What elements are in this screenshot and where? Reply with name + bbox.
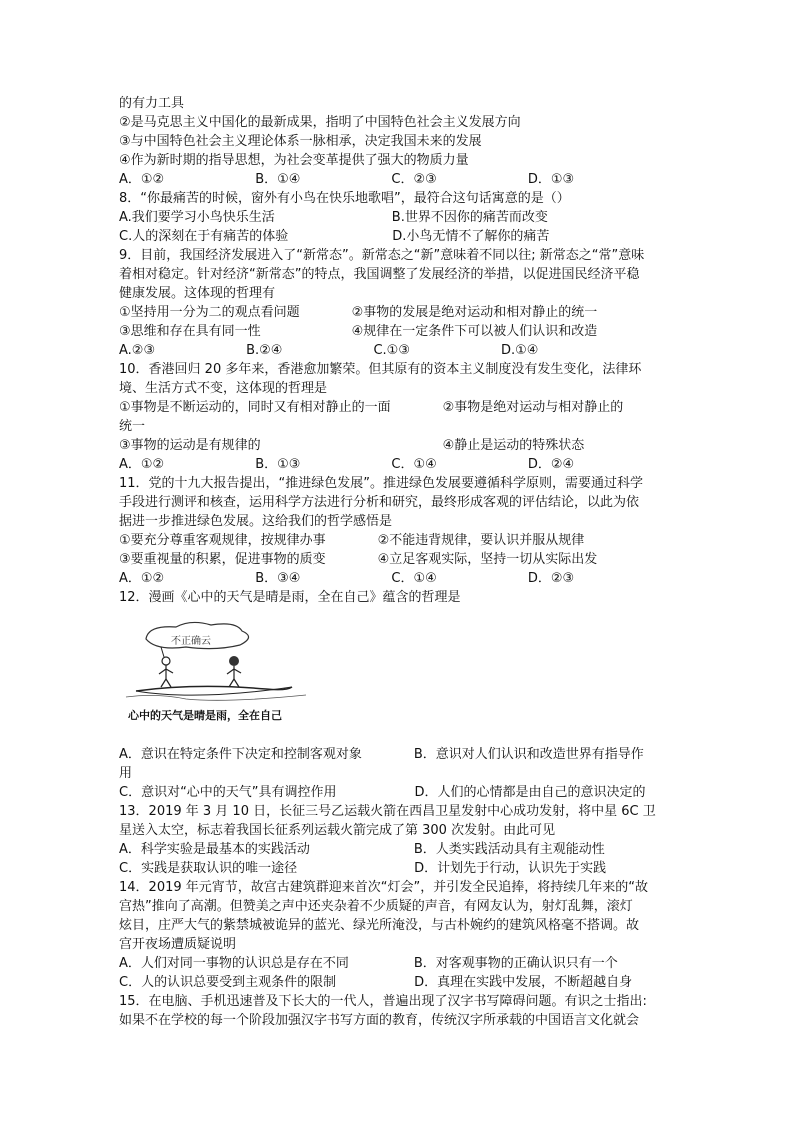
text-line: 手段进行测评和核查，运用科学方法进行分析和研究，最终形成客观的评估结论，以此为依 — [119, 495, 640, 510]
text-line: 星送入太空，标志着我国长征系列运载火箭完成了第 300 次发射。由此可见 — [119, 823, 556, 838]
text-line: ①坚持用一分为二的观点看问题 ②事物的发展是绝对运动和相对静止的统一 — [119, 305, 598, 320]
text-line: 着相对稳定。针对经济“新常态”的特点，我国调整了发展经济的举措，以促进国民经济平稳 — [119, 267, 640, 282]
text-line: 炫目，庄严大气的紫禁城被诡异的蓝光、绿光所淹没，与古朴婉约的建筑风格毫不搭调。故 — [119, 918, 640, 933]
question-13: 13．2019 年 3 月 10 日，长征三号乙运载火箭在西昌卫星发射中心成功发射，将中星 6C 卫 — [119, 804, 656, 819]
answer-options: A．意识在特定条件下决定和控制客观对象 B．意识对人们认识和改造世界有指导作 — [119, 747, 644, 762]
answer-options: C．意识对“心中的天气”具有调控作用 D．人们的心情都是由自己的意识决定的 — [119, 785, 646, 800]
question-11: 11．党的十九大报告提出，“推进绿色发展”。推进绿色发展要遵循科学原则，需要通过科学 — [119, 476, 644, 491]
answer-options: A．人们对同一事物的认识总是存在不同 B．对客观事物的正确认识只有一个 — [119, 956, 618, 971]
answer-options: A.②③ B.②④ C.①③ D.①④ — [119, 343, 539, 358]
text-line: ③思维和存在具有同一性 ④规律在一定条件下可以被人们认识和改造 — [119, 324, 598, 339]
text-line: ②是马克思主义中国化的最新成果，指明了中国特色社会主义发展方向 — [119, 115, 521, 130]
question-15: 15．在电脑、手机迅速普及下长大的一代人，普遍出现了汉字书写障碍问题。有识之士指出: — [119, 994, 647, 1009]
cartoon-drawing — [116, 617, 316, 707]
answer-options: C．人的认识总要受到主观条件的限制 D．真理在实践中发展，不断超越自身 — [119, 975, 633, 990]
cartoon-caption: 心中的天气是晴是雨，全在自己 — [128, 709, 282, 722]
answer-options: C.人的深刻在于有痛苦的体验 D.小鸟无情不了解你的痛苦 — [119, 229, 550, 244]
text-line: 境、生活方式不变，这体现的哲理是 — [119, 381, 328, 396]
answer-options: A．科学实验是最基本的实践活动 B．人类实践活动具有主观能动性 — [119, 842, 605, 857]
text-line: 健康发展。这体现的哲理有 — [119, 286, 276, 301]
text-line: ③事物的运动是有规律的 ④静止是运动的特殊状态 — [119, 438, 585, 453]
text-line: 宫热”推向了高潮。但赞美之声中还夹杂着不少质疑的声音，有网友认为，射灯乱舞，滚灯 — [119, 899, 633, 914]
text-line: 用 — [119, 766, 133, 781]
text-line: 据进一步推进绿色发展。这给我们的哲学感悟是 — [119, 514, 393, 529]
text-line: 如果不在学校的每一个阶段加强汉字书写方面的教育，传统汉字所承载的中国语言文化就会 — [119, 1013, 640, 1028]
text-line: 的有力工具 — [119, 96, 185, 111]
answer-options: A．①② B．①④ C．②③ D．①③ — [119, 172, 575, 187]
question-10: 10．香港回归 20 多年来，香港愈加繁荣。但其原有的资本主义制度没有发生变化，法律环 — [119, 362, 642, 377]
question-8: 8．“你最痛苦的时候，窗外有小鸟在快乐地歌唱”，最符合这句话寓意的是（） — [119, 191, 570, 206]
cloud-label: 不正确云 — [171, 636, 211, 647]
answer-options: C．实践是获取认识的唯一途径 D．计划先于行动，认识先于实践 — [119, 861, 607, 876]
answer-options: A．①② B．①③ C．①④ D．②④ — [119, 457, 575, 472]
question-14: 14．2019 年元宵节，故宫古建筑群迎来首次“灯会”，并引发全民追捧，将持续几年来的“故 — [119, 880, 648, 895]
text-line: ④作为新时期的指导思想，为社会变革提供了强大的物质力量 — [119, 153, 469, 168]
text-line: ③要重视量的积累，促进事物的质变 ④立足客观实际，坚持一切从实际出发 — [119, 552, 598, 567]
answer-options: A.我们要学习小鸟快乐生活 B.世界不因你的痛苦而改变 — [119, 210, 548, 225]
text-line: ①事物是不断运动的，同时又有相对静止的一面 ②事物是绝对运动与相对静止的 — [119, 400, 624, 415]
question-12: 12．漫画《心中的天气是晴是雨，全在自己》蕴含的哲理是 — [119, 590, 461, 605]
question-9: 9．目前，我国经济发展进入了“新常态”。新常态之“新”意味着不同以往; 新常态之“常”意味 — [119, 248, 645, 263]
text-line: 宫开夜场遭质疑说明 — [119, 937, 237, 952]
text-line: ①要充分尊重客观规律，按规律办事 ②不能违背规律，要认识并服从规律 — [119, 533, 585, 548]
text-line: 统一 — [119, 419, 146, 434]
answer-options: A．①② B．③④ C．①④ D．②③ — [119, 571, 575, 586]
text-line: ③与中国特色社会主义理论体系一脉相承，决定我国未来的发展 — [119, 134, 482, 149]
